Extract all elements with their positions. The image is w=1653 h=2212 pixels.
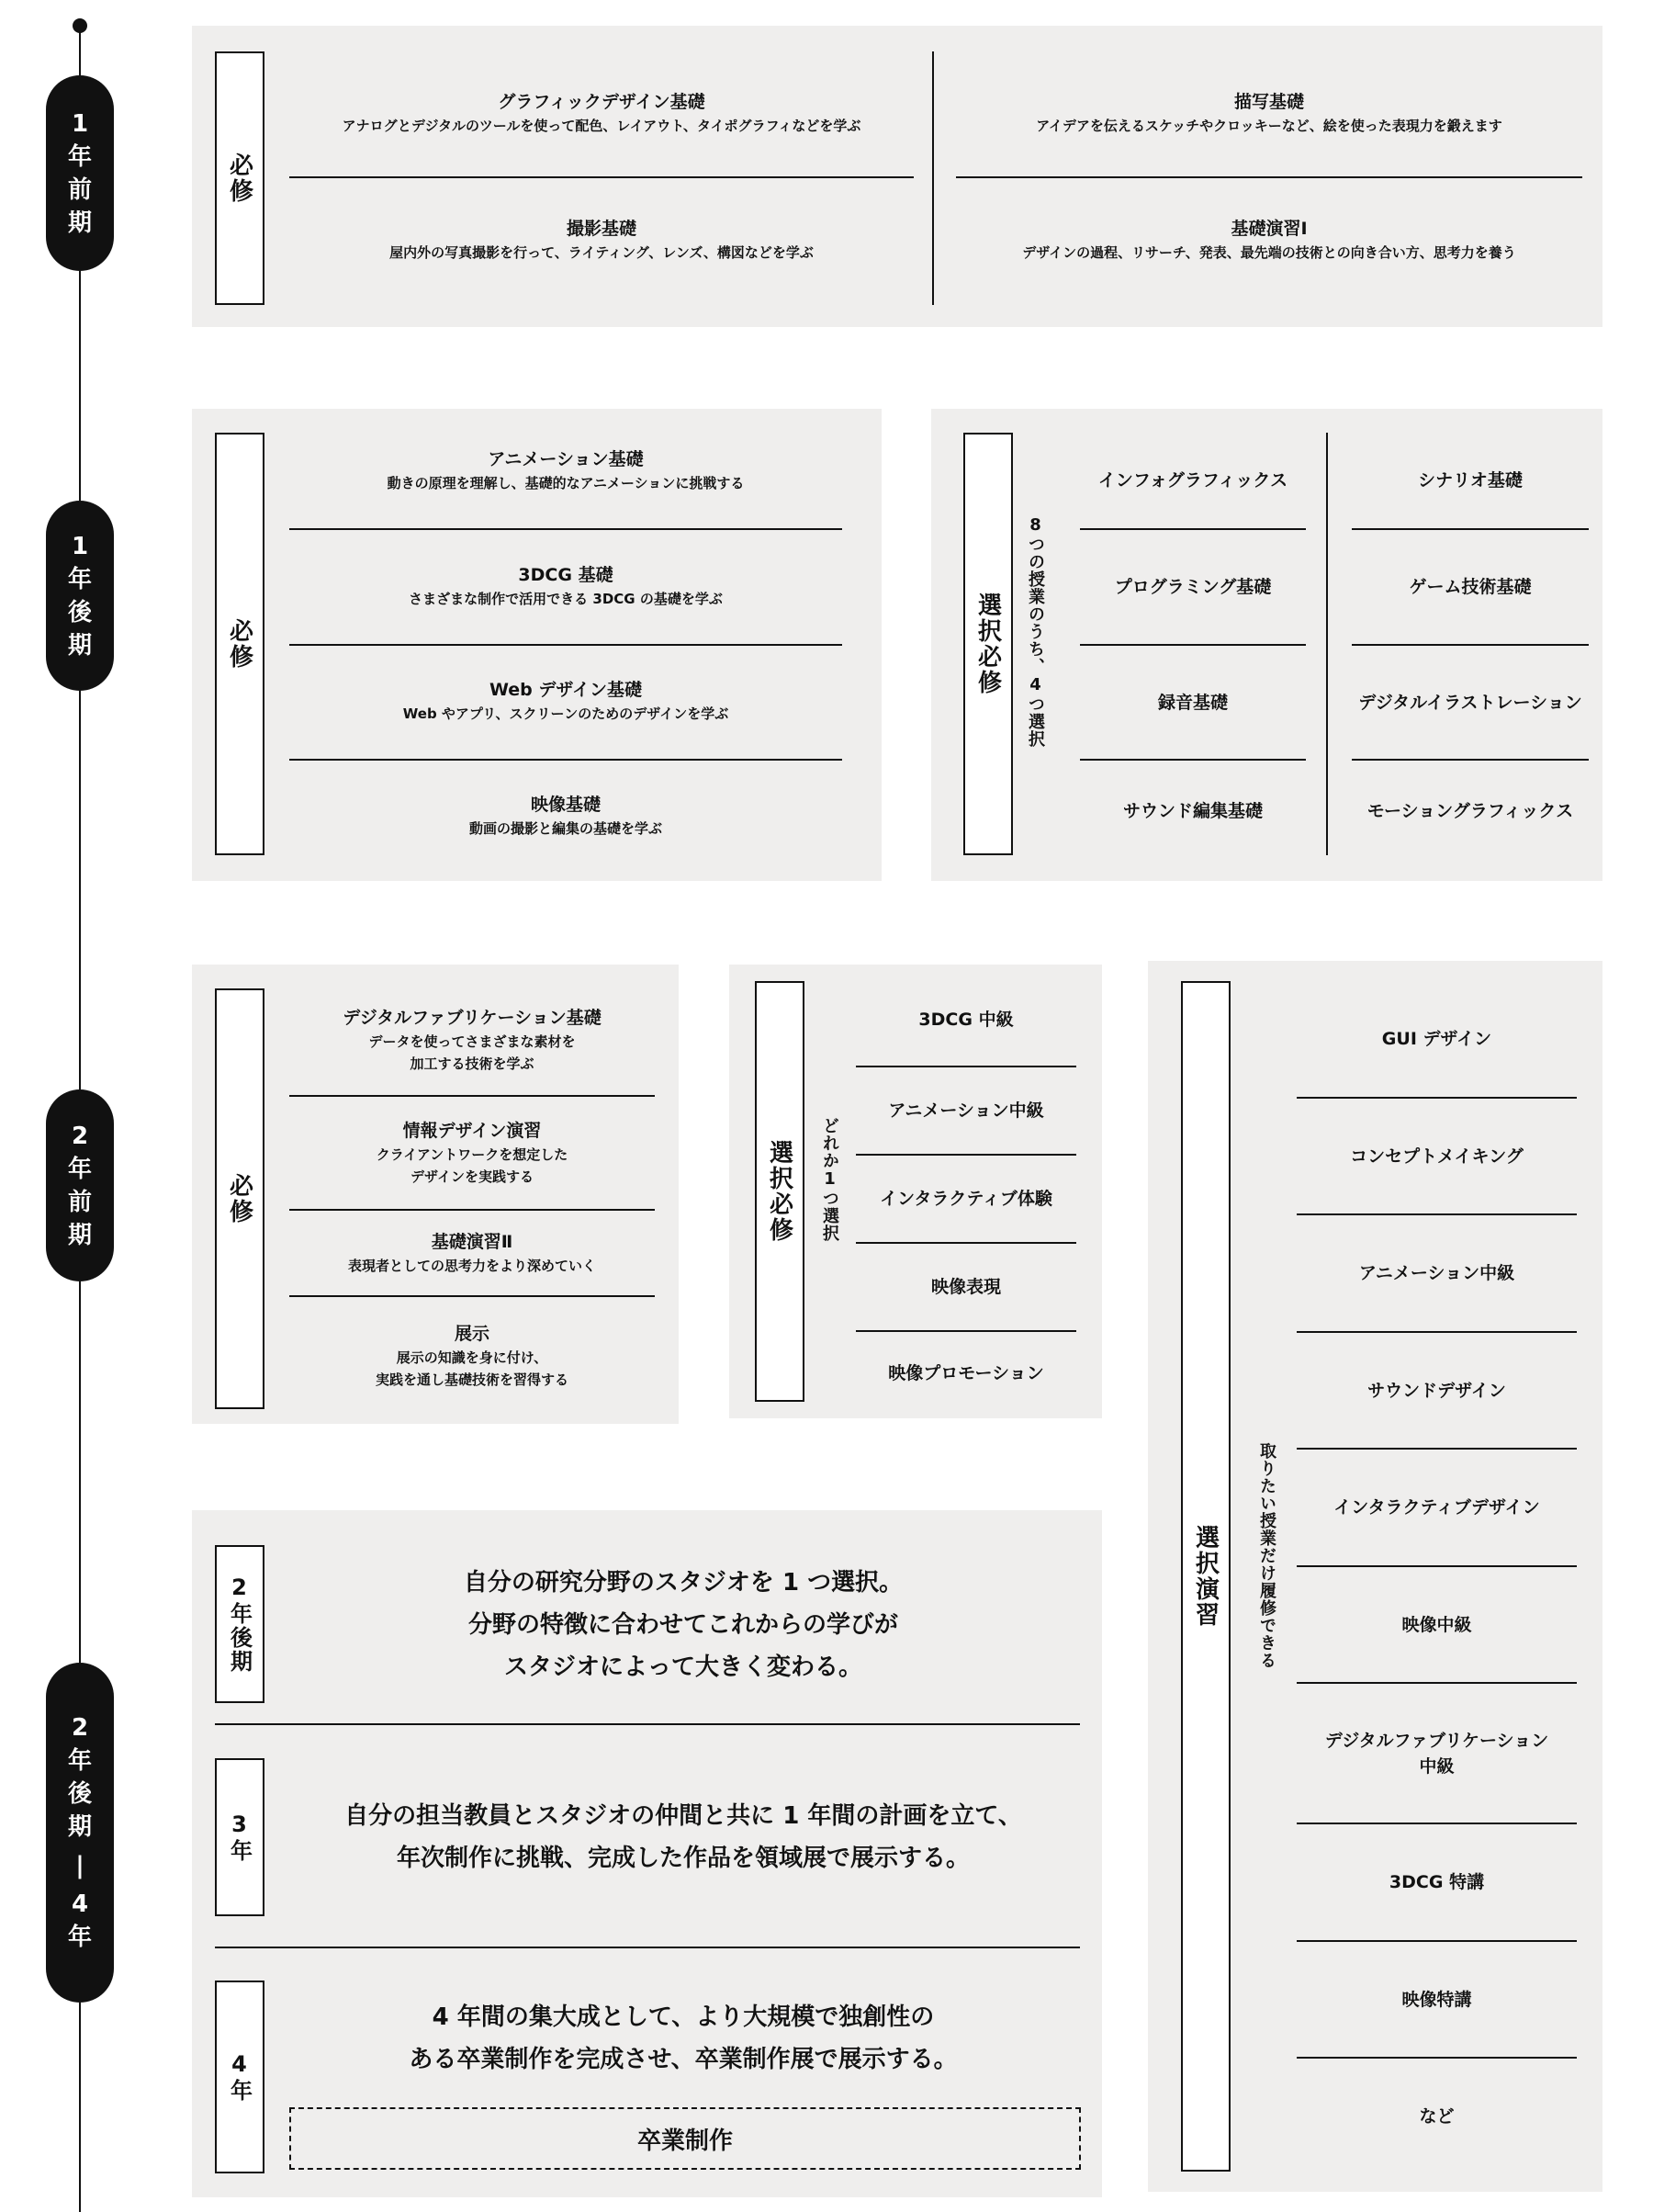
y2-first-required-panel xyxy=(192,965,679,1424)
studio-row-label-y2-second: 2年後期 xyxy=(215,1545,264,1703)
period-pill-y1-first xyxy=(46,75,114,271)
period-pill-y2-4 xyxy=(46,1663,114,2003)
y2-first-elective-panel xyxy=(729,965,1102,1418)
practice-note: 取りたい授業だけ履修できる xyxy=(1257,1442,1276,1669)
period-label-y1-first: 1年前期 xyxy=(67,109,92,237)
row-divider xyxy=(215,1947,1080,1948)
column-divider xyxy=(1326,433,1328,855)
y1-second-required-panel xyxy=(192,409,882,881)
y1-first-panel xyxy=(192,26,1602,327)
row-divider xyxy=(215,1723,1080,1725)
period-label-y2-4: 2年後期 | 4年 xyxy=(67,1714,92,1951)
course-interactive-experience: インタラクティブ体験 xyxy=(880,1189,1052,1209)
period-pill-y1-second xyxy=(46,501,114,691)
row-divider xyxy=(289,1295,655,1297)
row-divider xyxy=(289,528,842,530)
course-programming-basics: プログラミング基礎 xyxy=(1114,577,1272,597)
studio-row-text-y4: 4 年間の集大成として、より大規模で独創性の ある卒業制作を完成させ、卒業制作展で展示する。 xyxy=(409,2003,958,2073)
course-video-special: 映像特講 xyxy=(1401,1989,1472,2010)
course-3dcg-special: 3DCG 特講 xyxy=(1389,1872,1485,1892)
row-divider xyxy=(956,176,1582,178)
course-3dcg-basics: 3DCG 基礎 さまざまな制作で活用できる 3DCG の基礎を学ぶ xyxy=(409,565,723,607)
period-pill-y2-first xyxy=(46,1089,114,1281)
course-graphic-design-basics: グラフィックデザイン基礎 アナログとデジタルのツールを使って配色、レイアウト、タイポグラフィなどを学ぶ xyxy=(342,92,861,134)
period-label-y2-first: 2年前期 xyxy=(67,1122,92,1249)
course-recording-basics: 録音基礎 xyxy=(1157,692,1228,713)
course-sound-editing-basics: サウンド編集基礎 xyxy=(1122,801,1263,821)
timeline-line xyxy=(79,2003,81,2212)
course-video-intermediate: 映像中級 xyxy=(1401,1614,1472,1635)
y1-first-required-label: 必修 xyxy=(215,51,264,305)
practice-label: 選択演習 xyxy=(1181,981,1231,2172)
course-sound-design: サウンドデザイン xyxy=(1367,1380,1506,1401)
course-drawing-basics: 描写基礎 アイデアを伝えるスケッチやクロッキーなど、絵を使った表現力を鍛えます xyxy=(1036,92,1502,134)
studio-row-label-y3: 3年 xyxy=(215,1758,264,1916)
studio-row-text-y2-second: 自分の研究分野のスタジオを 1 つ選択。 分野の特徴に合わせてこれからの学びが スタジオによって大きく変わる。 xyxy=(463,1569,904,1681)
y1-second-elective-note: 8つの授業のうち、4つ選択 xyxy=(1026,515,1045,748)
column-divider xyxy=(932,51,934,305)
course-etc: など xyxy=(1419,2105,1455,2127)
row-divider xyxy=(289,1209,655,1211)
course-infographics: インフォグラフィックス xyxy=(1097,470,1288,491)
studio-row-text-y3: 自分の担当教員とスタジオの仲間と共に 1 年間の計画を立て、 年次制作に挑戦、完成した作品を領域展で展示する。 xyxy=(344,1802,1022,1872)
y1-second-elective-panel xyxy=(931,409,1602,881)
studio-row-label-y4: 4年 xyxy=(215,1981,264,2173)
course-scenario-basics: シナリオ基礎 xyxy=(1418,470,1523,491)
row-divider xyxy=(289,176,914,178)
course-practice-animation-intermediate: アニメーション中級 xyxy=(1358,1263,1515,1283)
course-interactive-design: インタラクティブデザイン xyxy=(1333,1497,1540,1518)
course-video-promotion: 映像プロモーション xyxy=(888,1363,1044,1383)
course-information-design-practice: 情報デザイン演習 クライアントワークを想定した デザインを実践する xyxy=(376,1121,568,1185)
course-animation-basics: アニメーション基礎 動きの原理を理解し、基礎的なアニメーションに挑戦する xyxy=(387,449,745,491)
course-video-basics: 映像基礎 動画の撮影と編集の基礎を学ぶ xyxy=(468,795,662,837)
y2-first-elective-label: 選択必修 xyxy=(755,981,804,1402)
course-animation-intermediate: アニメーション中級 xyxy=(888,1100,1044,1121)
row-divider xyxy=(289,1095,655,1097)
timeline-line xyxy=(79,271,81,501)
y1-second-elective-label: 選択必修 xyxy=(963,433,1013,855)
studio-panel xyxy=(192,1510,1102,2197)
row-divider xyxy=(289,759,842,761)
graduation-project-box: 卒業制作 xyxy=(289,2107,1081,2170)
period-label-y1-second: 1年後期 xyxy=(67,532,92,660)
row-divider xyxy=(289,644,842,646)
y2-first-elective-note: どれか1つ選択 xyxy=(820,1117,839,1242)
course-game-tech-basics: ゲーム技術基礎 xyxy=(1409,577,1532,597)
timeline-line xyxy=(79,1281,81,1663)
course-basic-practice-2: 基礎演習Ⅱ 表現者としての思考力をより深めていく xyxy=(347,1232,596,1274)
course-basic-practice-1: 基礎演習Ⅰ デザインの過程、リサーチ、発表、最先端の技術との向き合い方、思考力を養う xyxy=(1022,219,1516,261)
course-concept-making: コンセプトメイキング xyxy=(1350,1146,1524,1167)
course-web-design-basics: Web デザイン基礎 Web やアプリ、スクリーンのためのデザインを学ぶ xyxy=(402,680,729,722)
y2-first-required-label: 必修 xyxy=(215,988,264,1409)
course-digital-illustration: デジタルイラストレーション xyxy=(1358,692,1582,713)
course-exhibition: 展示 展示の知識を身に付け、 実践を通し基礎技術を習得する xyxy=(375,1324,568,1388)
timeline-line xyxy=(79,691,81,1089)
timeline-line xyxy=(79,26,81,75)
course-gui-design: GUI デザイン xyxy=(1381,1029,1492,1049)
practice-panel xyxy=(1148,961,1602,2192)
course-digital-fabrication-basics: デジタルファブリケーション基礎 データを使ってさまざまな素材を 加工する技術を学ぶ xyxy=(343,1008,602,1072)
course-photography-basics: 撮影基礎 屋内外の写真撮影を行って、ライティング、レンズ、構図などを学ぶ xyxy=(389,219,814,261)
course-motion-graphics: モーショングラフィックス xyxy=(1366,801,1574,821)
course-3dcg-intermediate: 3DCG 中級 xyxy=(918,1010,1014,1030)
course-video-expression: 映像表現 xyxy=(930,1277,1001,1297)
course-digital-fabrication-intermediate: デジタルファブリケーション 中級 xyxy=(1324,1730,1549,1777)
y1-second-required-label: 必修 xyxy=(215,433,264,855)
